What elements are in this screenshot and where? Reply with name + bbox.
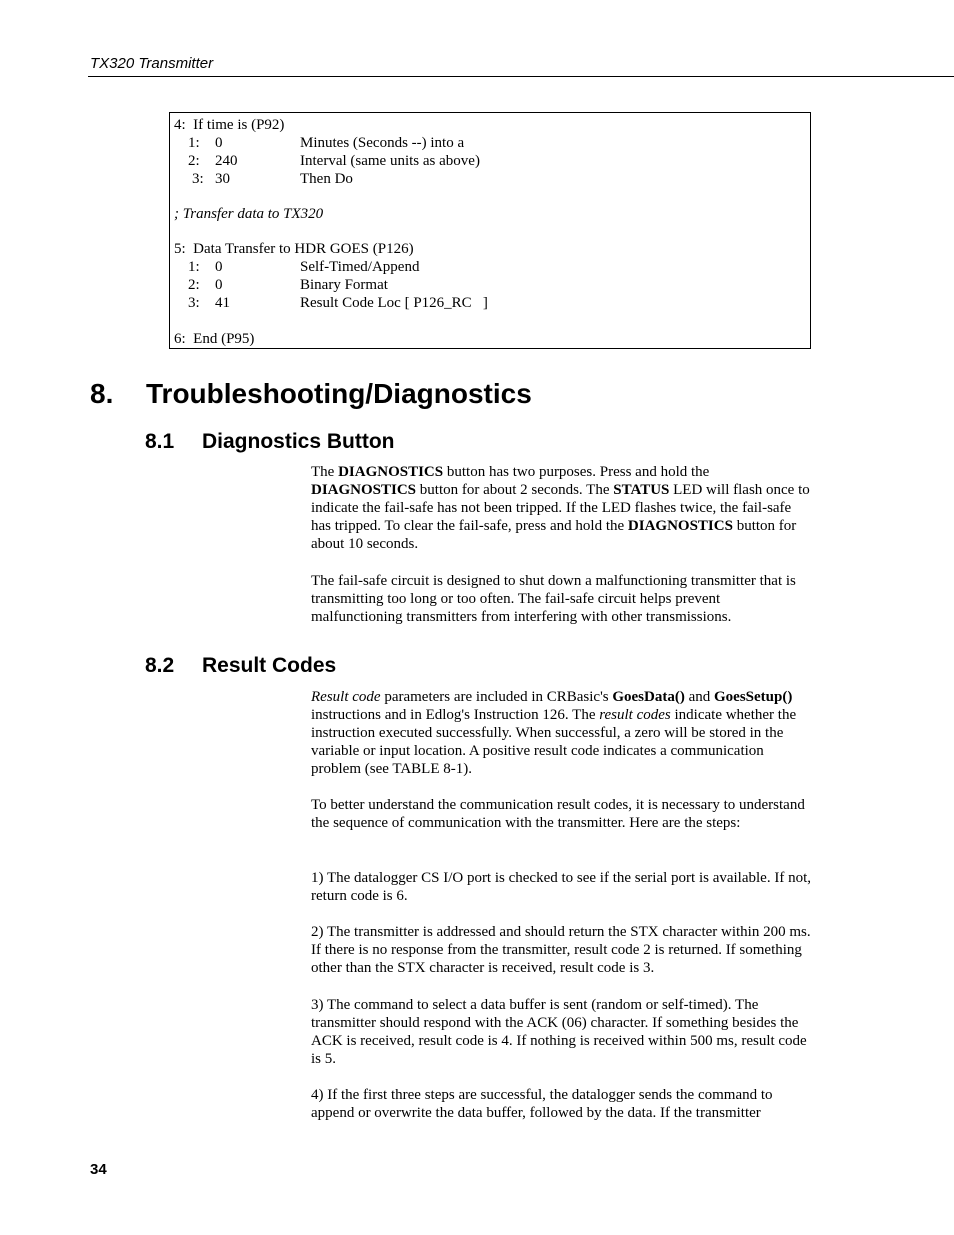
diagnostics-paragraph-2: The fail-safe circuit is designed to shut down a malfunctioning transmitter that is transmitting too long or too often. The fail-safe circuit helps prevent malfunctioning transmitters from interfering with other transmissions.: [311, 573, 796, 625]
code-param-desc: Interval (same units as above): [300, 153, 480, 169]
code-param-value: 41: [215, 295, 230, 311]
section-title: Diagnostics Button: [202, 430, 395, 453]
code-param-index: 1:: [188, 135, 200, 151]
chapter-title: Troubleshooting/Diagnostics: [146, 378, 532, 409]
program-code-box: [169, 112, 811, 349]
section-number: 8.1: [145, 430, 175, 453]
result-codes-step-2: 2) The transmitter is addressed and should return the STX character within 200 ms. If there is no response from the transmitter, result code 2 is returned. If something other than the STX character is received, result code is 3.: [311, 924, 811, 976]
code-step-6: 6: End (P95): [174, 331, 255, 347]
code-param-desc: Minutes (Seconds --) into a: [300, 135, 465, 151]
code-param-index: 3:: [192, 171, 204, 187]
code-param-value: 0: [215, 277, 223, 293]
code-step-5: 5: Data Transfer to HDR GOES (P126): [174, 241, 414, 257]
code-param-value: 240: [215, 153, 238, 169]
code-param-index: 2:: [188, 277, 200, 293]
code-param-desc: Self-Timed/Append: [300, 259, 420, 275]
code-param-index: 3:: [188, 295, 200, 311]
code-param-value: 0: [215, 259, 223, 275]
code-param-desc: Then Do: [300, 171, 353, 187]
result-codes-paragraph-2: To better understand the communication result codes, it is necessary to understand the sequence of communication with the transmitter. Here are the steps:: [311, 797, 805, 831]
chapter-number: 8.: [90, 378, 114, 409]
code-param-desc: Binary Format: [300, 277, 388, 293]
code-comment: ; Transfer data to TX320: [174, 206, 324, 222]
section-number: 8.2: [145, 654, 175, 677]
code-param-index: 1:: [188, 259, 200, 275]
page-number: 34: [90, 1161, 107, 1178]
code-param-index: 2:: [188, 153, 200, 169]
result-codes-step-1: 1) The datalogger CS I/O port is checked to see if the serial port is available. If not, return code is 6.: [311, 870, 811, 904]
code-step-4: 4: If time is (P92): [174, 117, 285, 133]
result-codes-paragraph-1: Result code parameters are included in CRBasic's GoesData() and GoesSetup() instructions and in Edlog's Instruction 126. The result codes indicate whether the instruction executed successfully. When successful, a zero will be stored in the variable or input location. A positive result code indicates a communication problem (see TABLE 8-1).: [311, 689, 797, 777]
running-header: TX320 Transmitter: [90, 55, 214, 72]
code-param-desc: Result Code Loc [ P126_RC ]: [300, 295, 488, 311]
section-title: Result Codes: [202, 654, 337, 677]
result-codes-step-3: 3) The command to select a data buffer is sent (random or self-timed). The transmitter should respond with the ACK (06) character. If something besides the ACK is received, result code is 4. If nothing is received within 500 ms, result code is 5.: [311, 997, 807, 1067]
code-param-value: 0: [215, 135, 223, 151]
diagnostics-paragraph-1: The DIAGNOSTICS button has two purposes. Press and hold the DIAGNOSTICS button for about 2 seconds. The STATUS LED will flash once to indicate the fail-safe has not been tripped. If the LED flashes twice, the fail-safe has tripped. To clear the fail-safe, press and hold the DIAGNOSTICS button for about 10 seconds.: [311, 464, 810, 552]
result-codes-step-4: 4) If the first three steps are successful, the datalogger sends the command to append or overwrite the data buffer, followed by the data. If the transmitter: [311, 1087, 773, 1121]
header-rule: [88, 76, 954, 77]
code-param-value: 30: [215, 171, 230, 187]
